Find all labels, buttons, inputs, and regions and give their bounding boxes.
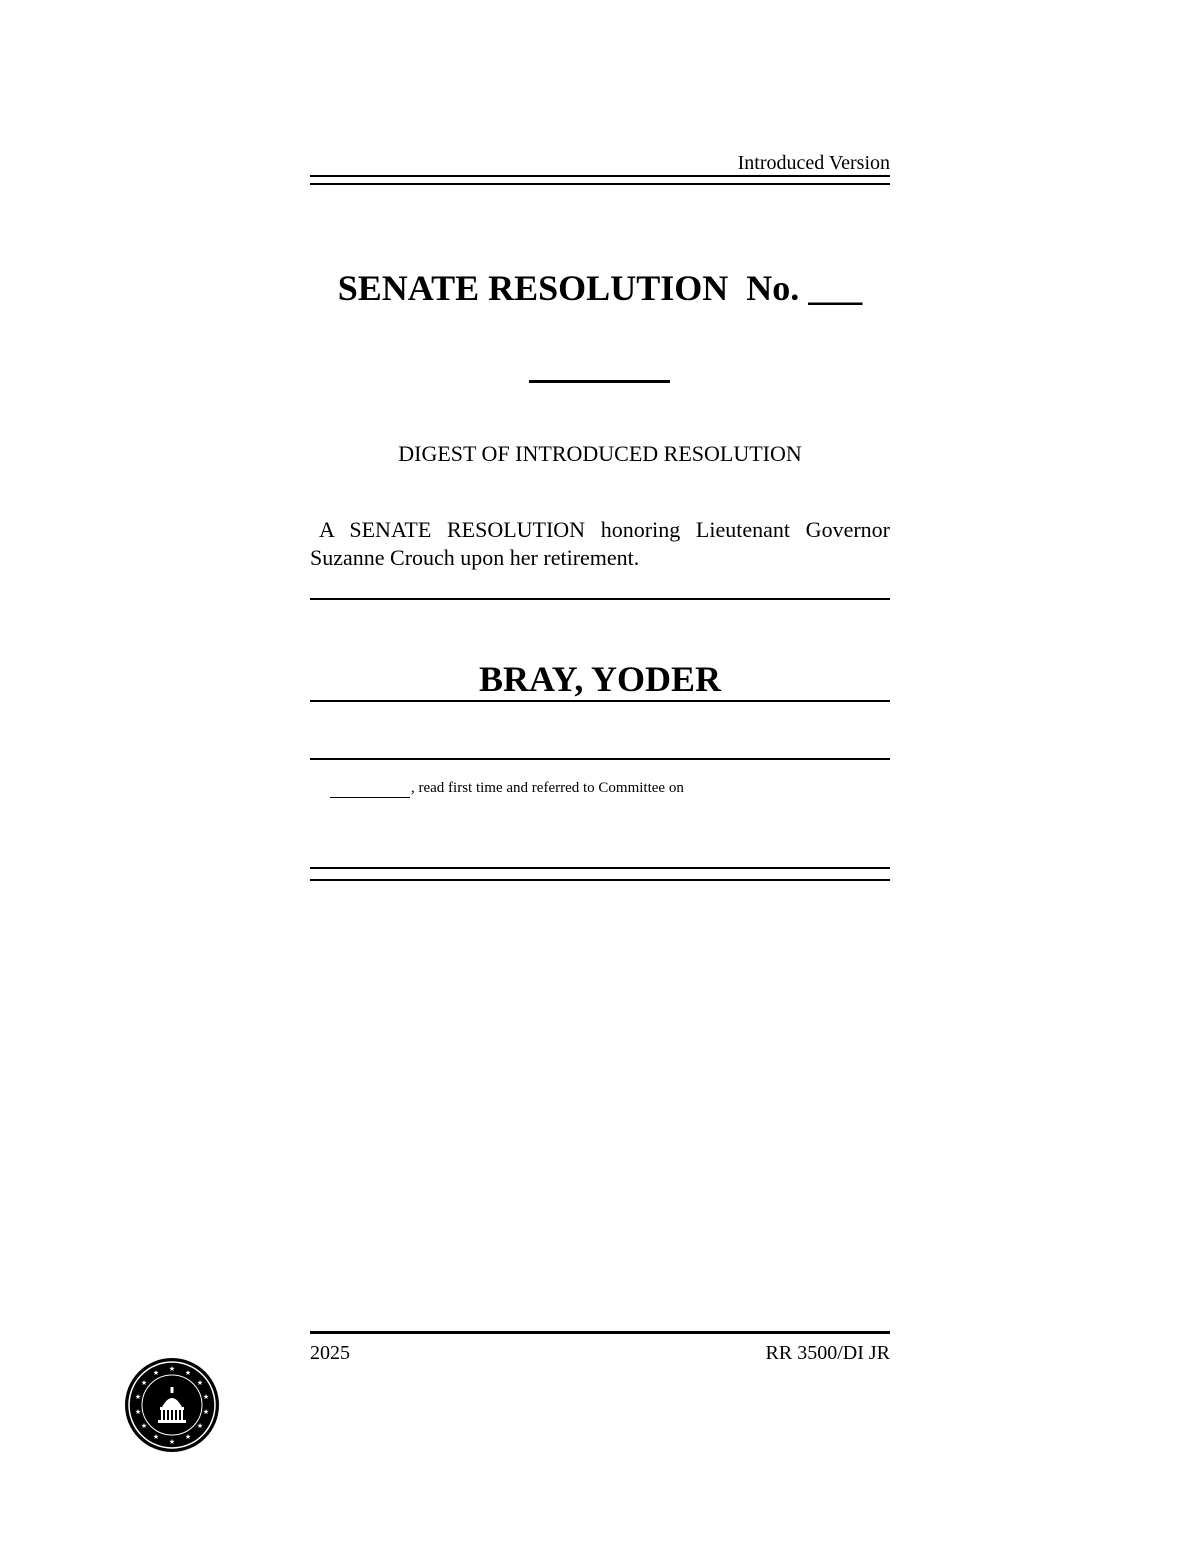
svg-text:★: ★	[168, 1438, 176, 1446]
svg-text:★: ★	[196, 1379, 204, 1387]
digest-rule	[310, 598, 890, 600]
resolution-title: SENATE RESOLUTION No. ___	[337, 268, 863, 308]
svg-text:★: ★	[140, 1379, 148, 1387]
section-rule-top	[310, 867, 890, 869]
header-rule-bottom	[310, 183, 890, 185]
svg-text:★: ★	[134, 1408, 142, 1416]
referral-text: , read first time and referred to Committee on	[411, 780, 684, 796]
header-rule-top	[310, 175, 890, 177]
svg-text:★: ★	[134, 1393, 142, 1401]
section-rule-bottom	[310, 879, 890, 881]
state-capitol-seal-icon	[124, 1357, 220, 1453]
svg-text:★: ★	[202, 1393, 210, 1401]
svg-text:★: ★	[152, 1433, 160, 1441]
referral-rule-top	[310, 758, 890, 760]
footer-year: 2025	[310, 1342, 350, 1364]
digest-heading: DIGEST OF INTRODUCED RESOLUTION	[398, 441, 802, 466]
authors-rule	[310, 700, 890, 702]
version-label: Introduced Version	[737, 152, 890, 174]
authors: BRAY, YODER	[478, 659, 722, 699]
footer-document-code: RR 3500/DI JR	[765, 1342, 890, 1364]
title-divider	[529, 380, 670, 383]
svg-text:★: ★	[152, 1369, 160, 1377]
svg-text:★: ★	[202, 1408, 210, 1416]
svg-text:★: ★	[140, 1422, 148, 1430]
digest-text: A SENATE RESOLUTION honoring Lieutenant Governor Suzanne Crouch upon her retirement.	[310, 517, 890, 570]
svg-text:★: ★	[184, 1433, 192, 1441]
footer-rule	[310, 1331, 890, 1334]
referral-date-blank	[330, 783, 410, 798]
svg-text:★: ★	[168, 1365, 176, 1373]
svg-text:★: ★	[184, 1369, 192, 1377]
svg-text:★: ★	[196, 1422, 204, 1430]
